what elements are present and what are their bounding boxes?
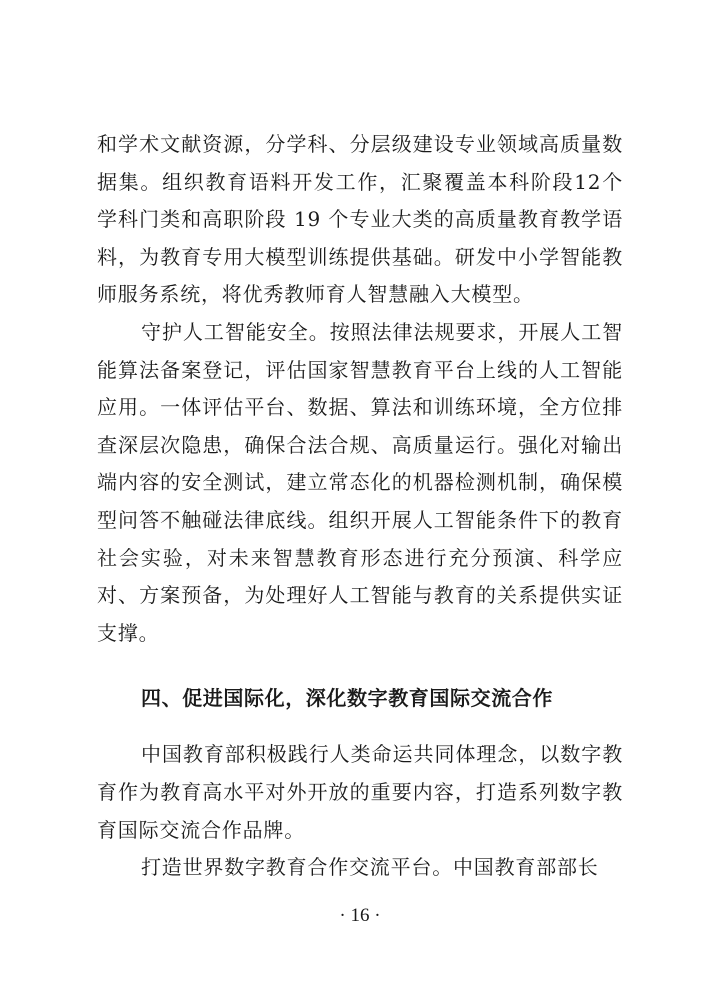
paragraph-platform: 打造世界数字教育合作交流平台。中国教育部部长 <box>141 855 599 880</box>
paragraph-ai-safety: 守护人工智能安全。按照法律法规要求，开展人工智能算法备案登记，评估国家智慧教育平台上线的人工智能应用。一体评估平台、数据、算法和训练环境，全方位排查深层次隐患，确保合法合规、高质量运行。强化对输出端内容的安全测试，建立常态化的机器检测机制，确保模型问答不触碰法律底线。组织开展人工智能条件下的教育社会实验，对未来智慧教育形态进行充分预演、科学应对、方案预备，为处理好人工智能与教育的关系提供实证支撑。 <box>97 319 623 645</box>
document-page <box>97 126 623 887</box>
paragraph-datasets: 和学术文献资源，分学科、分层级建设专业领域高质量数据集。组织教育语料开发工作，汇聚覆盖本科阶段12个学科门类和高职阶段 19 个专业大类的高质量教育教学语料，为教育专用大模型训练提供基础。研发中小学智能教师服务系统，将优秀教师育人智慧融入大模型。 <box>97 132 623 307</box>
paragraph-international: 中国教育部积极践行人类命运共同体理念，以数字教育作为教育高水平对外开放的重要内容，打造系列数字教育国际交流合作品牌。 <box>97 742 623 842</box>
section-heading: 四、促进国际化，深化数字教育国际交流合作 <box>141 686 553 711</box>
page-number: · 16 · <box>339 905 381 926</box>
